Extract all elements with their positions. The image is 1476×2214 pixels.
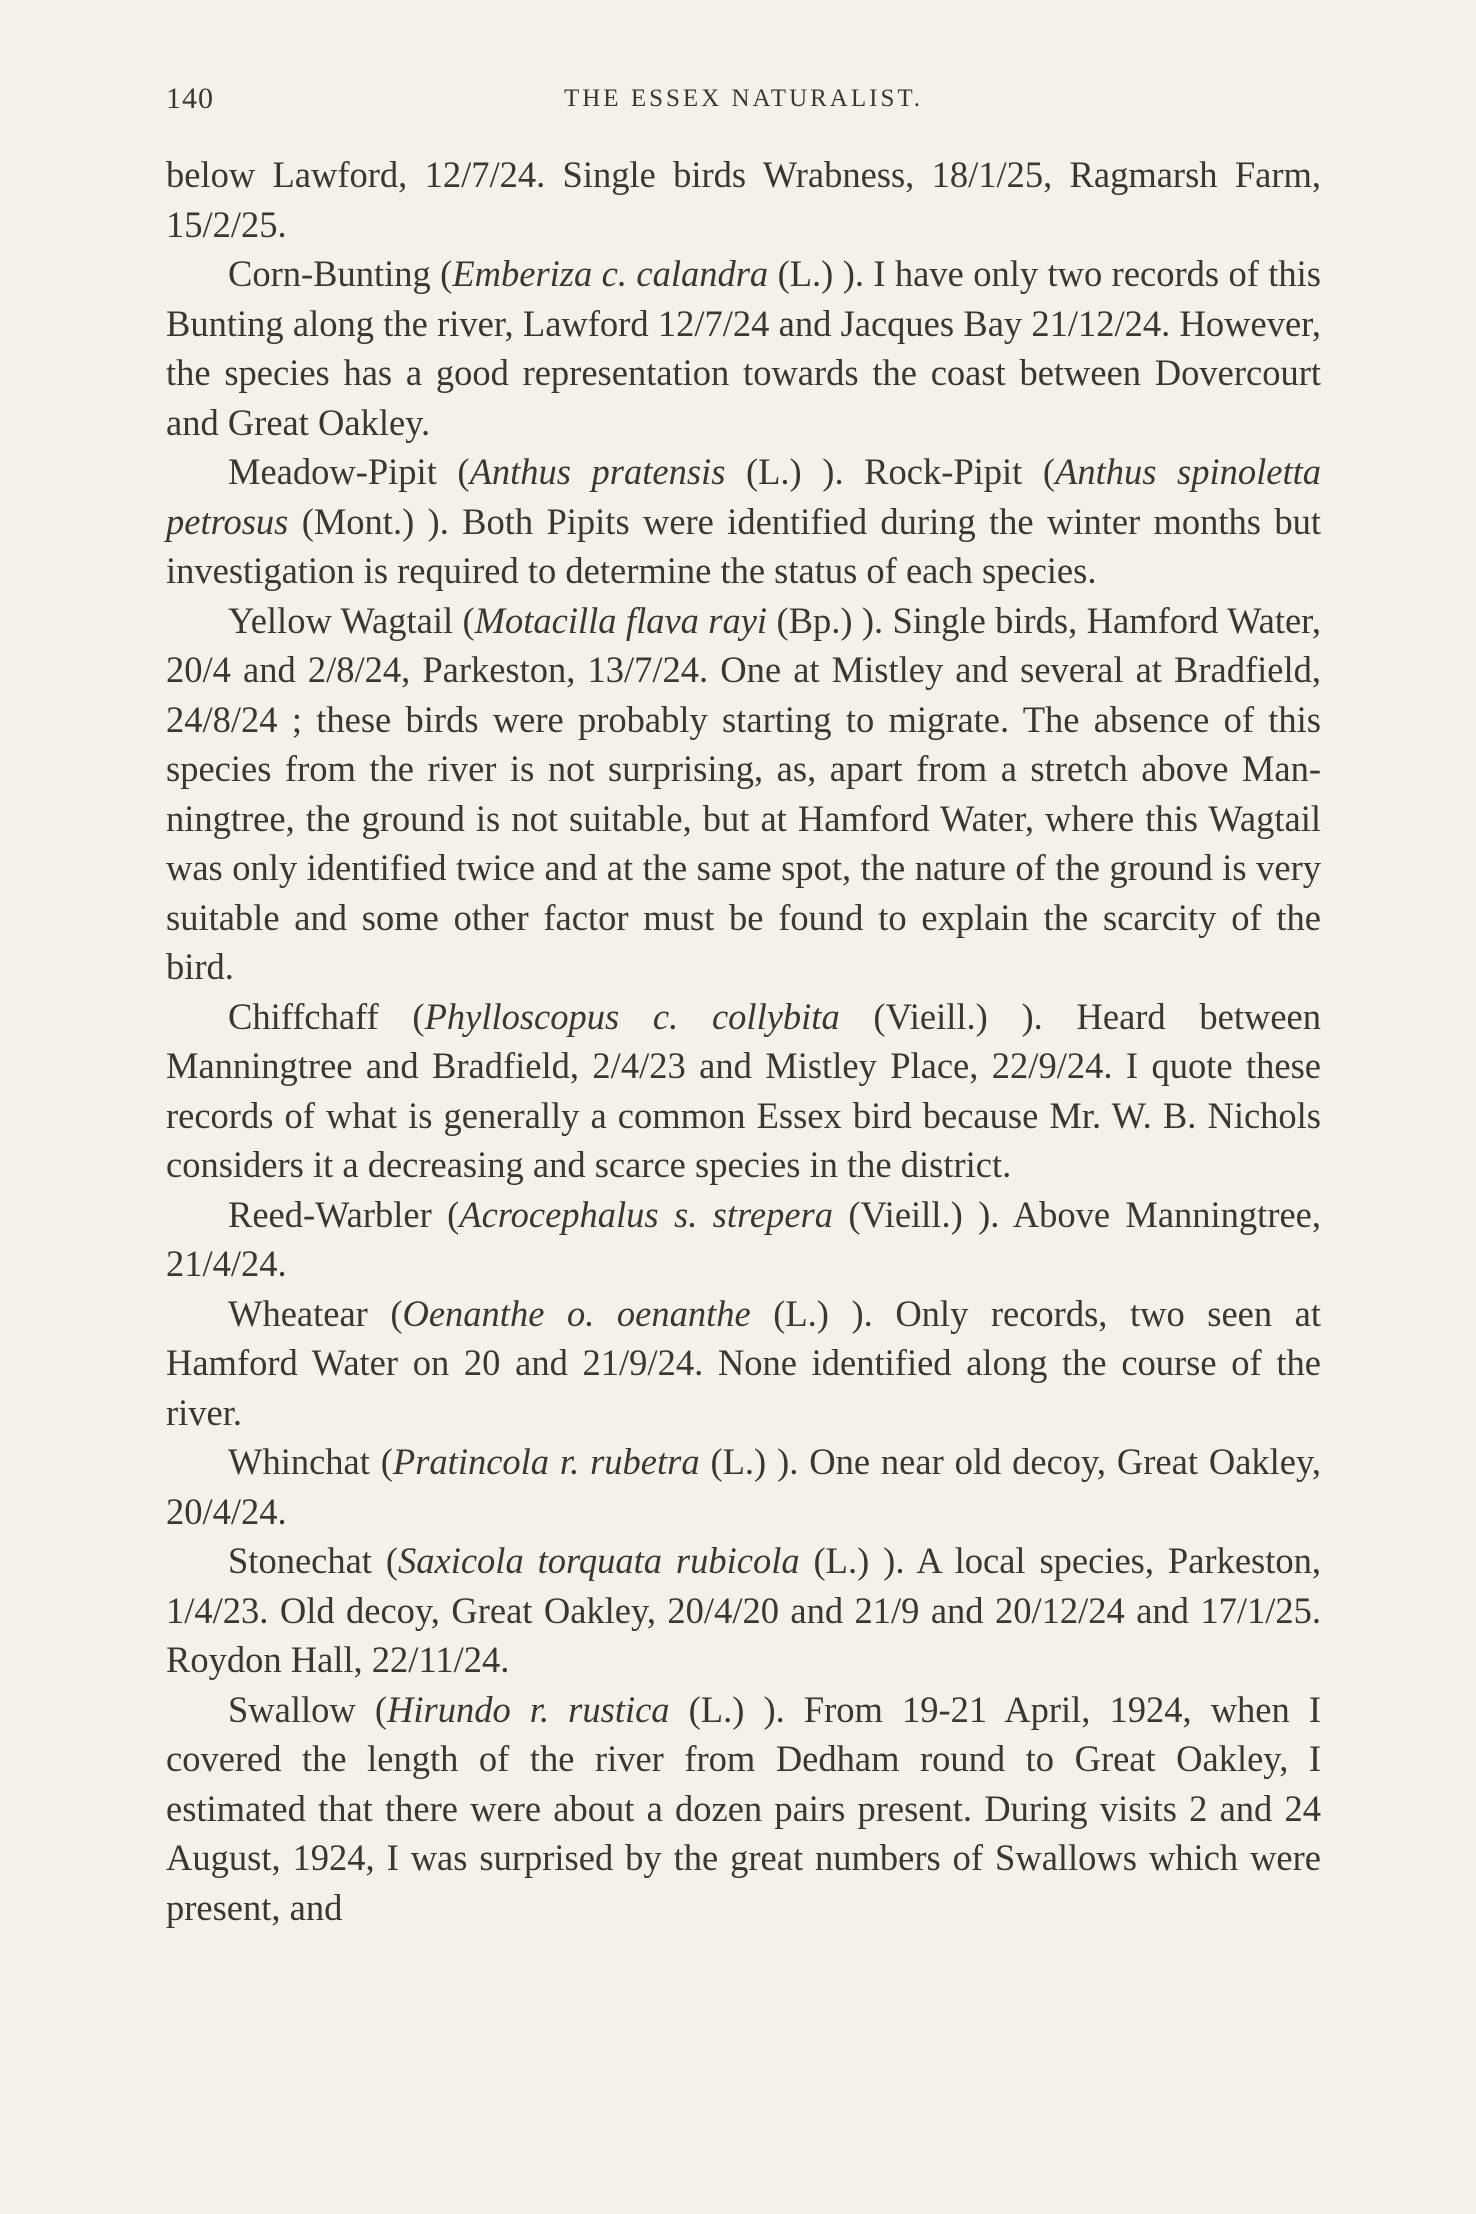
- paragraph-text: Chiffchaff (: [228, 995, 425, 1037]
- paragraph-text: below Lawford, 12/7/24. Single birds Wrabness, 18/1/25, Ragmarsh Farm, 15/2/25.: [166, 154, 1321, 245]
- paragraph: [166, 1437, 1321, 1536]
- paragraph-text: (L.) ). From 19-21 April, 1924, when I covered the length of the river from Dedham round to Great Oakley, I estimated that there were about a dozen pairs present. During visits 2 and 24 August, 1924, I was surprised by the great numbers of Swallows which were present, and: [166, 1688, 1322, 1928]
- paragraph: [166, 1685, 1321, 1933]
- paragraph-text: (Vieill.) ). Heard between Manningtree and Bradfield, 2/4/23 and Mistley Place, 22/9/24. I quote these records of what is generally a common Essex bird because Mr. W. B. Nichols considers it a decreasing and scarce species in the district.: [166, 995, 1321, 1185]
- paragraph-text: Whinchat (: [228, 1441, 393, 1482]
- running-head: [166, 82, 1321, 122]
- paragraph: [166, 596, 1321, 992]
- species-name: Anthus spinoletta petrosus: [166, 451, 1321, 542]
- paragraph-text: Stonechat (: [228, 1540, 399, 1581]
- species-name: Acrocephalus s. strepera: [459, 1193, 833, 1235]
- paragraph: [166, 150, 1321, 249]
- paragraph: [166, 1536, 1321, 1685]
- species-name: Saxicola torquata rubicola: [398, 1540, 800, 1581]
- species-name: Phylloscopus c. collybita: [424, 995, 840, 1037]
- paragraph: [166, 1190, 1321, 1289]
- paragraph-text: (Bp.) ). Single birds, Hamford Water, 20/4 and 2/8/24, Parkeston, 13/7/24. One at Mistley and several at Bradfield, 24/8/24 ; these birds were probably starting to migrate. The absence of this species from the river is not surprising, as, apart from a stretch above Manningtree, the ground is not suitable, but at Hamford Water, where this Wagtail was only identified twice and at the same spot, the nature of the ground is very suitable and some other factor must be found to explain the scarcity of the bird.: [166, 599, 1321, 987]
- species-name: Oenanthe o. oenanthe: [402, 1292, 751, 1334]
- paragraph-text: Reed-Warbler (: [228, 1193, 460, 1235]
- species-name: Anthus pratensis: [469, 451, 726, 492]
- species-name: Hirundo r. rustica: [387, 1688, 670, 1730]
- paragraph-text: (L.) ). A local species, Parkeston, 1/4/23. Old decoy, Great Oakley, 20/4/20 and 21/9 and 20/12/24 and 17/1/25. Roydon Hall, 22/11/24.: [166, 1540, 1321, 1680]
- paragraph-text: (Mont.) ). Both Pipits were identified during the winter months but investigation is required to determine the status of each species.: [166, 500, 1321, 591]
- paragraph: [166, 249, 1321, 447]
- paragraph: [166, 992, 1321, 1190]
- paragraph-text: (Vieill.) ). Above Manningtree, 21/4/24.: [166, 1193, 1321, 1284]
- paragraph-text: Corn-Bunting (: [228, 253, 453, 294]
- paragraph-text: (L.) ). One near old decoy, Great Oakley, 20/4/24.: [166, 1441, 1321, 1532]
- paragraph: [166, 447, 1321, 596]
- page-number: 140: [166, 82, 214, 115]
- paragraph-text: Wheatear (: [228, 1292, 403, 1334]
- paragraph-text: Yellow Wagtail (: [228, 599, 475, 641]
- paragraph-text: (L.) ). Only records, two seen at Hamford Water on 20 and 21/9/24. None identified along the course of the river.: [166, 1292, 1321, 1433]
- paragraph-text: (L.) ). I have only two records of this Bunting along the river, Lawford 12/7/24 and Jacques Bay 21/12/24. However, the species has a good representation towards the coast between Dovercourt and Great Oakley.: [166, 253, 1322, 443]
- running-title: THE ESSEX NATURALIST.: [563, 85, 924, 112]
- paragraph-text: Swallow (: [228, 1688, 387, 1730]
- species-name: Emberiza c. calandra: [452, 253, 769, 294]
- species-name: Pratincola r. rubetra: [392, 1441, 700, 1482]
- paragraph-text: (L.) ). Rock-Pipit (: [725, 451, 1056, 492]
- body-text: [166, 150, 1321, 1932]
- species-name: Motacilla flava rayi: [474, 599, 768, 641]
- paragraph: [166, 1289, 1321, 1438]
- paragraph-text: Meadow-Pipit (: [228, 451, 470, 492]
